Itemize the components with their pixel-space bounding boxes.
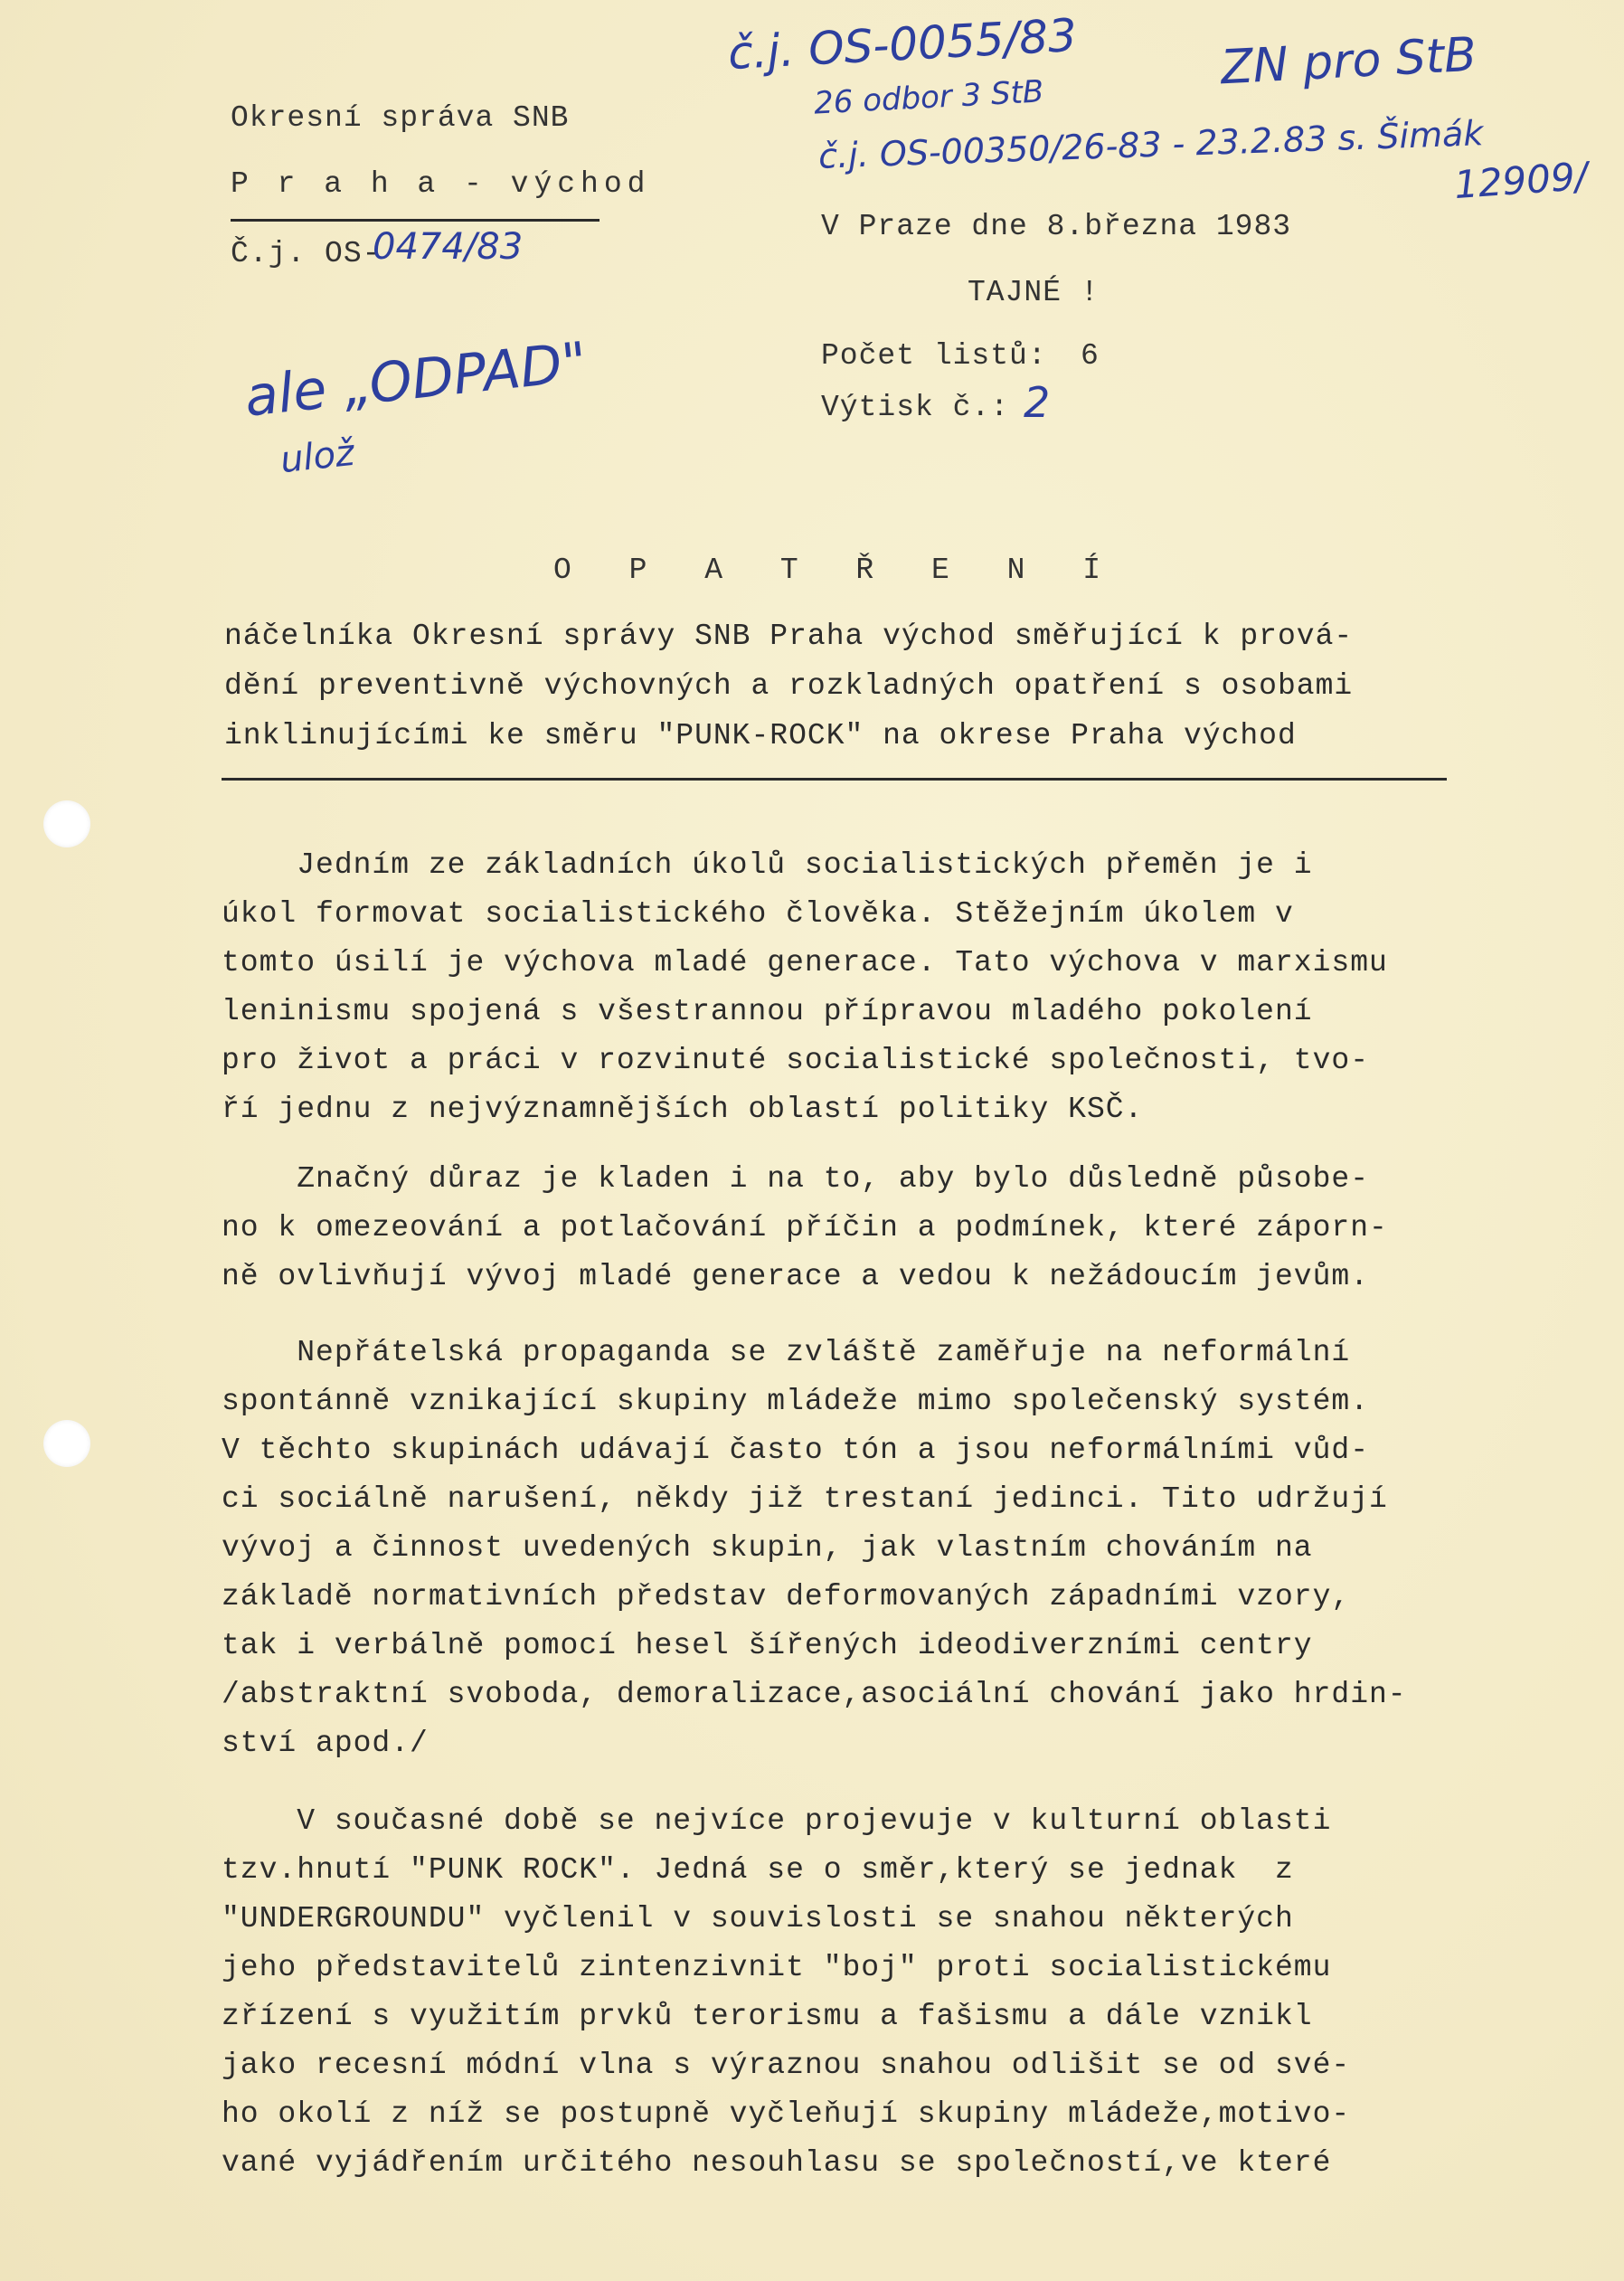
body-line: jeho představitelů zintenzivnit "boj" proti socialistickému bbox=[222, 1951, 1332, 1984]
reference-handwritten: 0474/83 bbox=[373, 226, 524, 268]
body-line: vané vyjádřením určitého nesouhlasu se společností,ve které bbox=[222, 2146, 1332, 2180]
body-line: tzv.hnutí "PUNK ROCK". Jedná se o směr,který se jednak z bbox=[222, 1853, 1294, 1887]
handwritten-number: 12909/ bbox=[1452, 153, 1590, 208]
body-line: vývoj a činnost uvedených skupin, jak vlastním chováním na bbox=[222, 1531, 1313, 1565]
body-line: V těchto skupinách udávají často tón a jsou neformálními vůd- bbox=[222, 1434, 1369, 1467]
body-line: no k omezeování a potlačování příčin a podmínek, které záporn- bbox=[222, 1211, 1388, 1245]
punch-hole bbox=[43, 800, 90, 847]
body-line: ří jednu z nejvýznamnějších oblastí politiky KSČ. bbox=[222, 1093, 1144, 1126]
pages-label: Počet listů: bbox=[821, 339, 1047, 373]
handwritten-margin-note: ale „ODPAD" bbox=[241, 330, 590, 430]
body-line: V současné době se nejvíce projevuje v kulturní oblasti bbox=[222, 1804, 1332, 1838]
body-line: základě normativních představ deformovaných západními vzory, bbox=[222, 1580, 1351, 1614]
office-location: P r a h a - východ bbox=[231, 167, 651, 201]
handwritten-margin-note-2: ulož bbox=[278, 431, 357, 482]
handwritten-top-right: ZN pro StB bbox=[1219, 27, 1478, 96]
body-line: ství apod./ bbox=[222, 1727, 429, 1760]
document-heading: O P A T Ř E N Í bbox=[553, 554, 1121, 587]
handwritten-ref-second: č.j. OS-00350/26-83 - 23.2.83 s. Šimák bbox=[817, 113, 1485, 176]
subtitle-line: dění preventivně výchovných a rozkladných opatření s osobami bbox=[224, 669, 1354, 703]
body-line: jako recesní módní vlna s výraznou snahou odlišit se od své- bbox=[222, 2049, 1351, 2082]
pages-value: 6 bbox=[1081, 339, 1100, 373]
body-line: /abstraktní svoboda, demoralizace,asociální chování jako hrdin- bbox=[222, 1678, 1407, 1711]
title-rule bbox=[222, 778, 1447, 781]
body-line: leninismu spojená s všestrannou přípravou mladého pokolení bbox=[222, 995, 1313, 1028]
punch-hole bbox=[43, 1420, 90, 1467]
header-rule bbox=[231, 219, 600, 222]
body-line: spontánně vznikající skupiny mládeže mimo společenský systém. bbox=[222, 1385, 1369, 1418]
subtitle-line: inklinujícími ke směru "PUNK-ROCK" na okrese Praha východ bbox=[224, 719, 1297, 752]
copy-value: 2 bbox=[1024, 378, 1051, 427]
body-line: ho okolí z níž se postupně vyčleňují skupiny mládeže,motivo- bbox=[222, 2097, 1351, 2131]
body-line: ci sociálně narušení, někdy již trestaní jedinci. Tito udržují bbox=[222, 1482, 1388, 1516]
body-line: zřízení s využitím prvků terorismu a fašismu a dále vznikl bbox=[222, 2000, 1313, 2033]
document-date: V Praze dne 8.března 1983 bbox=[821, 210, 1292, 243]
body-line: úkol formovat socialistického člověka. Stěžejním úkolem v bbox=[222, 897, 1294, 931]
subtitle-line: náčelníka Okresní správy SNB Praha východ směřující k prová- bbox=[224, 620, 1354, 653]
body-line: "UNDERGROUNDU" vyčlenil v souvislosti se snahou některých bbox=[222, 1902, 1294, 1936]
body-line: Jedním ze základních úkolů socialistických přeměn je i bbox=[222, 848, 1313, 882]
office-name: Okresní správa SNB bbox=[231, 101, 570, 135]
body-line: pro život a práci v rozvinuté socialistické společnosti, tvo- bbox=[222, 1044, 1369, 1077]
body-line: Značný důraz je kladen i na to, aby bylo důsledně působe- bbox=[222, 1162, 1369, 1196]
classification: TAJNÉ ! bbox=[968, 276, 1100, 309]
body-line: ně ovlivňují vývoj mladé generace a vedou k nežádoucím jevům. bbox=[222, 1260, 1369, 1293]
body-line: tomto úsilí je výchova mladé generace. Tato výchova v marxismu bbox=[222, 946, 1388, 980]
reference-prefix: Č.j. OS- bbox=[231, 237, 382, 270]
copy-label: Výtisk č.: bbox=[821, 391, 1010, 424]
body-line: tak i verbálně pomocí hesel šířených ideodiverzními centry bbox=[222, 1629, 1313, 1662]
handwritten-department: 26 odbor 3 StB bbox=[813, 73, 1045, 122]
handwritten-ref-top: č.j. OS-0055/83 bbox=[726, 8, 1079, 80]
body-line: Nepřátelská propaganda se zvláště zaměřuje na neformální bbox=[222, 1336, 1351, 1369]
